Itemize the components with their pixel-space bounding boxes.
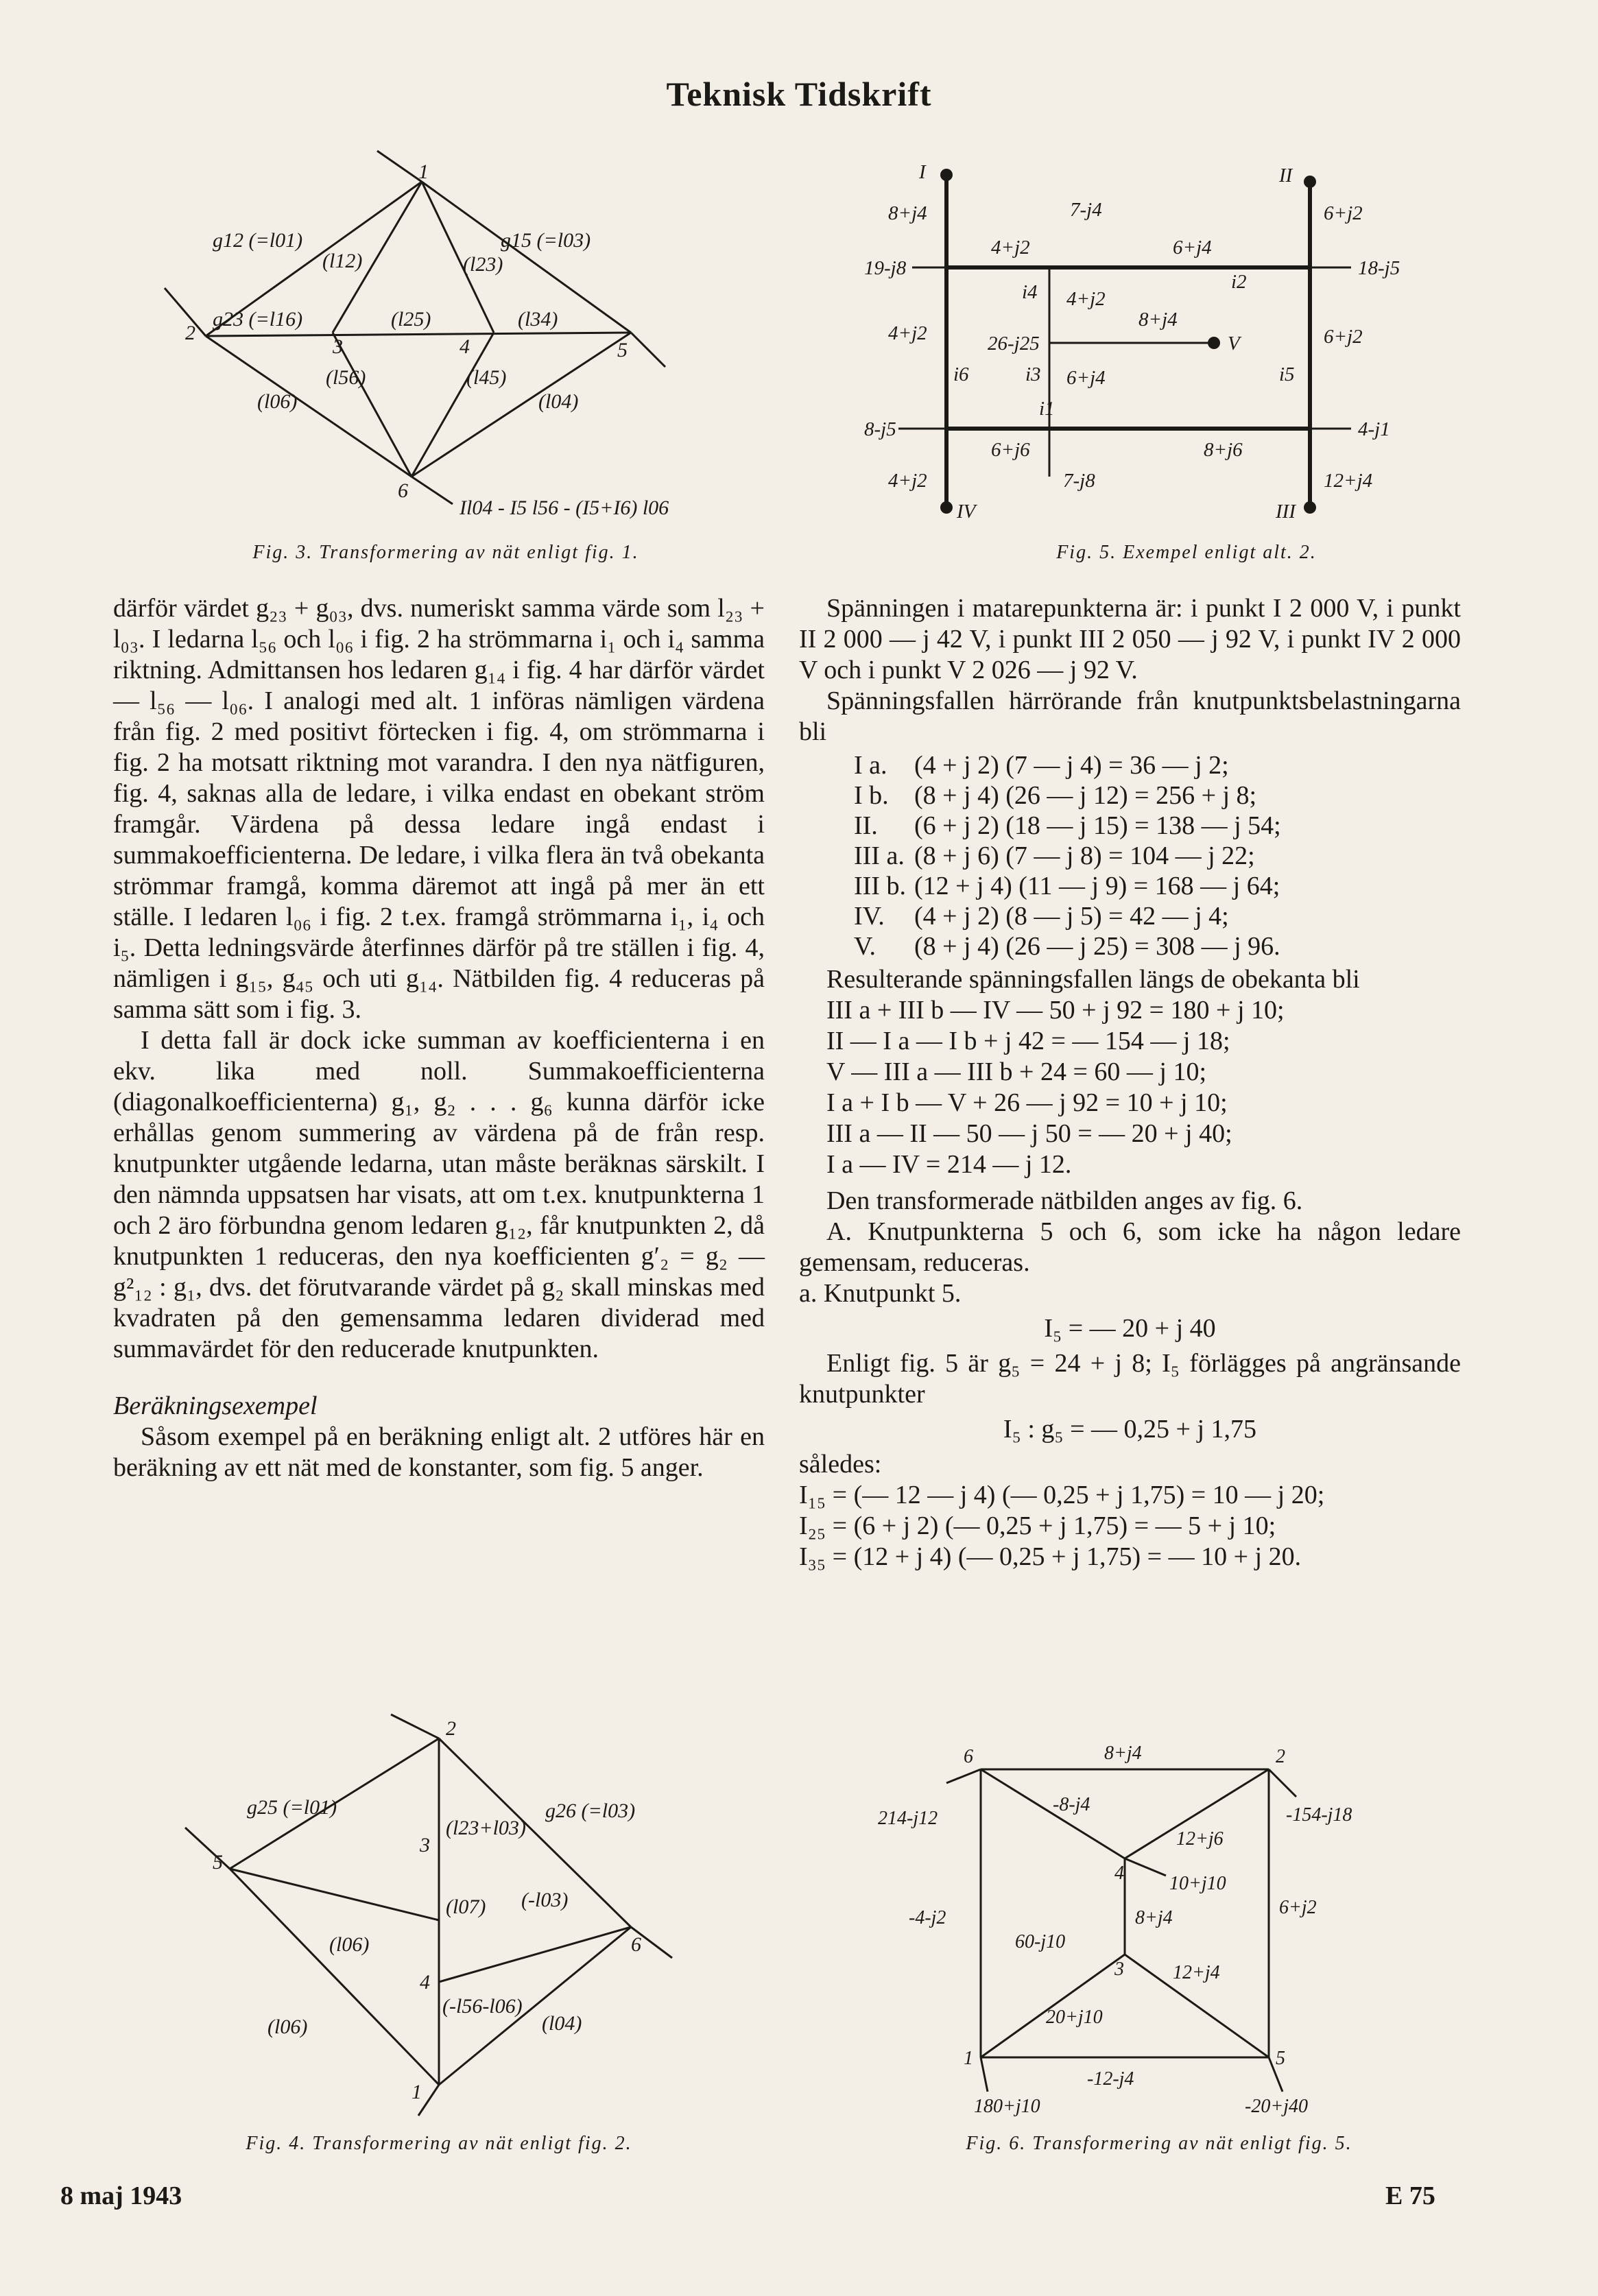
fig4-label-6: (-l56-l06)	[442, 1995, 523, 2018]
fig6-label-4: 12+j6	[1176, 1828, 1224, 1850]
fig4-node-4: 4	[420, 1971, 430, 1994]
left-paragraph-2: I detta fall är dock icke summan av koefficienterna i en ekv. lika med noll. Summakoefficienterna (diagonalkoefficienterna) g₁, g₂ . . . g₆ kunna därför icke erhållas genom summering av värdena på de från resp. knutpunkter utgående ledarna, utan måste beräknas särskilt. I den nämnda uppsatsen har visats, att om t.ex. knutpunkterna 1 och 2 äro förbundna genom ledaren g₁₂, får knutpunkten 2, då knutpunkten 1 reduceras, den nya koefficienten g′₂ = g₂ — g²₁₂ : g₁, dvs. det förutvarande värdet på g₂ skall minskas med kvadraten på den gemensamma ledaren dividerad med summavärdet för den reducerade knutpunkten.	[113, 1026, 765, 1363]
voltage-intro: Spänningen i matarepunkterna är: i punkt I 2 000 V, i punkt II 2 000 — j 42 V, i punkt III 2 050 — j 92 V, i punkt IV 2 000 V och i punkt V 2 026 — j 92 V.	[799, 594, 1461, 684]
fig4-node-3: 3	[420, 1834, 430, 1856]
left-paragraph-1: därför värdet g₂₃ + g₀₃, dvs. numeriskt samma värde som l₂₃ + l₀₃. I ledarna l₅₆ och l₀₆ i fig. 2 ha strömmarna i₁ och i₄ samma riktning. Admittansen hos ledaren g₁₄ i fig. 4 har därför värdet — l₅₆ — l₀₆. I analogi med alt. 1 införas nämligen värdena från fig. 2 med positivt förtecken i fig. 4, om strömmarna i fig. 2 ha motsatt riktning mot varandra. I den nya nätfiguren, fig. 4, saknas alla de ledare, i vilka endast en obekant ström framgår. Värdena på dessa ledare ingå endast i summakoefficienterna. De ledare, i vilka flera än två obekanta strömmar framgå, komma däremot att ingå på mer än ett ställe. I ledaren l₀₆ i fig. 2 t.ex. framgå strömmarna i₁, i₄ och i₅. Detta ledningsvärde återfinnes därför på tre ställen i fig. 4, nämligen i g₁₅, g₄₅ och uti g₁₄. Nätbilden fig. 4 reduceras på samma sätt som i fig. 3.	[113, 594, 765, 1024]
fig6-label-12: -12-j4	[1087, 2068, 1134, 2090]
fig4-label-5: (l06)	[329, 1933, 370, 1956]
equation-ratio: I₅ : g₅ = — 0,25 + j 1,75	[1003, 1415, 1257, 1444]
fig3-label-7: (l56)	[326, 366, 366, 389]
result-intro: Resulterande spänningsfallen längs de obekanta bli	[826, 965, 1360, 994]
fig3-label-6: (l34)	[518, 308, 558, 331]
fig6-label-2: -8-j4	[1053, 1794, 1090, 1815]
fig5-label-1: 6+j2	[1324, 202, 1363, 224]
left-column	[113, 593, 765, 1483]
fig3-node-2: 2	[185, 322, 195, 344]
fig5-label-6: 18-j5	[1358, 257, 1400, 279]
fig3-node-3: 3	[333, 335, 343, 358]
fig4-node-6: 6	[631, 1933, 641, 1956]
fig3-label-9: (l06)	[257, 390, 298, 413]
left-paragraph-3: Såsom exempel på en beräkning enligt alt. 2 utföres här en beräkning av ett nät med de konstanter, som fig. 5 anger.	[113, 1422, 765, 1482]
fig6-label-6: 6+j2	[1279, 1897, 1317, 1918]
fig3-node-6: 6	[398, 479, 408, 502]
fig3-node-5: 5	[617, 339, 628, 361]
fig3-label-3: (l23)	[463, 253, 503, 276]
fig5-label-15: i3	[1025, 363, 1041, 385]
fig3-label-8: (l45)	[466, 366, 507, 389]
fig5-label-10: 8+j4	[1138, 309, 1178, 331]
fig6-node-1: 1	[964, 2048, 973, 2069]
fig6-label-5: 10+j10	[1169, 1873, 1226, 1894]
fig5-reference: Enligt fig. 5 är g₅ = 24 + j 8; I₅ förlägges på angränsande knutpunkter	[799, 1349, 1461, 1409]
figure-3-caption: Fig. 3. Transformering av nät enligt fig. 1.	[252, 542, 639, 563]
fig4-label-8: (l04)	[542, 2012, 582, 2035]
page-number: E 75	[1385, 2181, 1435, 2210]
fig3-node-1: 1	[418, 160, 429, 183]
fig6-label-8: 8+j4	[1135, 1907, 1173, 1928]
fig5-point-IV: IV	[957, 501, 976, 523]
fig4-label-7: (l06)	[267, 2016, 308, 2038]
fig4-node-2: 2	[446, 1717, 456, 1740]
fig5-label-2: 7-j4	[1070, 199, 1102, 221]
step-a-sub: a. Knutpunkt 5.	[799, 1279, 962, 1308]
final-eq-3: I₃₅ = (12 + j 4) (— 0,25 + j 1,75) = — 10 + j 20.	[799, 1542, 1302, 1571]
fig4-node-1: 1	[412, 2081, 422, 2103]
fig4-label-2: (l23+l03)	[446, 1817, 526, 1839]
journal-title: Teknisk Tidskrift	[666, 75, 932, 113]
fig5-label-11: 4+j2	[888, 322, 927, 344]
fig5-label-13: 6+j2	[1324, 326, 1363, 348]
fig5-label-20: 4-j1	[1358, 418, 1390, 440]
fig3-label-1: g15 (=l03)	[501, 229, 591, 252]
result-line-4: I a + I b — V + 26 — j 92 = 10 + j 10;	[826, 1088, 1228, 1117]
result-line-3: V — III a — III b + 24 = 60 — j 10;	[826, 1057, 1207, 1086]
fig5-label-24: 4+j2	[888, 470, 927, 492]
fig3-label-0: g12 (=l01)	[213, 229, 303, 252]
fig3-label-4: g23 (=l16)	[213, 308, 303, 331]
fig3-label-2: (l12)	[322, 250, 363, 272]
falls-table: I a. (4 + j 2) (7 — j 4) = 36 — j 2; I b. (8 + j 4) (26 — j 12) = 256 + j 8; II. (6 + j 2) (18 — j 15) = 138 — j 54; III a. (8 + j 6) (7 — j 8) = 104 — j 22; III b. (12 + j 4) (11 — j 9) = 168 — j 64; IV. (4 + j 2) (8 — j 5) = 42 — j 4; V. (8 + j 4) (26 — j 25) = 308 — j 96.	[854, 751, 1281, 961]
figure-3-diagram	[137, 144, 754, 528]
footer-date: 8 maj 1943	[60, 2181, 182, 2210]
saledes-text: således:	[799, 1450, 882, 1479]
fig5-label-4: 6+j4	[1173, 237, 1212, 259]
fig6-label-1: 214-j12	[878, 1808, 938, 1829]
fig6-label-10: 12+j4	[1173, 1962, 1220, 1983]
fig6-node-5: 5	[1276, 2048, 1285, 2069]
fig6-node-2: 2	[1276, 1746, 1285, 1767]
fig5-label-12: 26-j25	[988, 333, 1040, 355]
falls-intro: Spänningsfallen härrörande från knutpunktsbelastningarna bli	[799, 686, 1461, 746]
fig3-label-5: (l25)	[391, 308, 431, 331]
fig4-label-1: g26 (=l03)	[545, 1799, 636, 1822]
final-eq-1: I₁₅ = (— 12 — j 4) (— 0,25 + j 1,75) = 10 — j 20;	[799, 1481, 1325, 1509]
fig5-label-18: i1	[1039, 398, 1055, 420]
fig6-label-3: -154-j18	[1286, 1804, 1352, 1826]
right-column	[799, 593, 1461, 1572]
fig5-label-7: i4	[1022, 281, 1038, 303]
figure-5-diagram	[857, 158, 1516, 528]
fig6-label-7: -4-j2	[909, 1907, 946, 1928]
fig5-label-21: 6+j6	[991, 439, 1030, 461]
fig5-point-I: I	[919, 161, 926, 183]
fig5-label-23: 7-j8	[1063, 470, 1095, 492]
fig4-label-4: (-l03)	[521, 1889, 569, 1911]
fig3-node-4: 4	[460, 335, 470, 358]
fig5-label-5: 19-j8	[864, 257, 907, 279]
fig5-point-II: II	[1279, 165, 1293, 187]
result-line-5: III a — II — 50 — j 50 = — 20 + j 40;	[826, 1119, 1232, 1148]
fig5-label-8: i2	[1231, 271, 1247, 293]
result-line-6: I a — IV = 214 — j 12.	[826, 1150, 1072, 1179]
fig5-label-3: 4+j2	[991, 237, 1030, 259]
fig6-node-3: 3	[1114, 1959, 1124, 1980]
final-eq-2: I₂₅ = (6 + j 2) (— 0,25 + j 1,75) = — 5 + j 10;	[799, 1511, 1276, 1540]
fig5-label-0: 8+j4	[888, 202, 927, 224]
fig4-label-0: g25 (=l01)	[247, 1796, 337, 1819]
fig4-label-3: (l07)	[446, 1896, 486, 1918]
fig6-node-4: 4	[1114, 1863, 1124, 1884]
fig5-point-III: III	[1276, 501, 1296, 523]
fig5-point-V: V	[1228, 333, 1240, 355]
figure-6-caption: Fig. 6. Transformering av nät enligt fig. 5.	[966, 2133, 1352, 2154]
fig5-label-16: 6+j4	[1066, 367, 1106, 389]
fig6-label-0: 8+j4	[1104, 1743, 1142, 1764]
fig3-label-11: Il04 - I5 l56 - (I5+I6) l06	[460, 497, 669, 519]
fig5-label-17: i5	[1279, 363, 1295, 385]
fig6-label-13: 180+j10	[974, 2096, 1040, 2117]
transformed-text: Den transformerade nätbilden anges av fig. 6.	[826, 1186, 1303, 1215]
fig5-label-25: 12+j4	[1324, 470, 1373, 492]
fig6-label-11: 20+j10	[1046, 2007, 1103, 2028]
equation-i5: I₅ = — 20 + j 40	[1044, 1314, 1216, 1343]
section-heading: Beräkningsexempel	[113, 1391, 318, 1420]
fig6-node-6: 6	[964, 1746, 973, 1767]
figure-5-caption: Fig. 5. Exempel enligt alt. 2.	[1056, 542, 1317, 563]
result-line-1: III a + III b — IV — 50 + j 92 = 180 + j 10;	[826, 996, 1285, 1025]
figure-4-caption: Fig. 4. Transformering av nät enligt fig. 2.	[246, 2133, 632, 2154]
fig5-label-14: i6	[953, 363, 969, 385]
fig5-label-19: 8-j5	[864, 418, 896, 440]
fig5-label-9: 4+j2	[1066, 288, 1106, 310]
fig4-node-5: 5	[213, 1851, 223, 1874]
step-a: A. Knutpunkterna 5 och 6, som icke ha någon ledare gemensam, reduceras.	[799, 1217, 1461, 1277]
fig6-label-9: 60-j10	[1015, 1931, 1066, 1952]
fig5-label-22: 8+j6	[1204, 439, 1243, 461]
fig6-label-14: -20+j40	[1245, 2096, 1308, 2117]
result-line-2: II — I a — I b + j 42 = — 154 — j 18;	[826, 1027, 1230, 1055]
figure-4-diagram	[165, 1714, 686, 2112]
figure-6-diagram	[871, 1742, 1447, 2126]
fig3-label-10: (l04)	[538, 390, 579, 413]
